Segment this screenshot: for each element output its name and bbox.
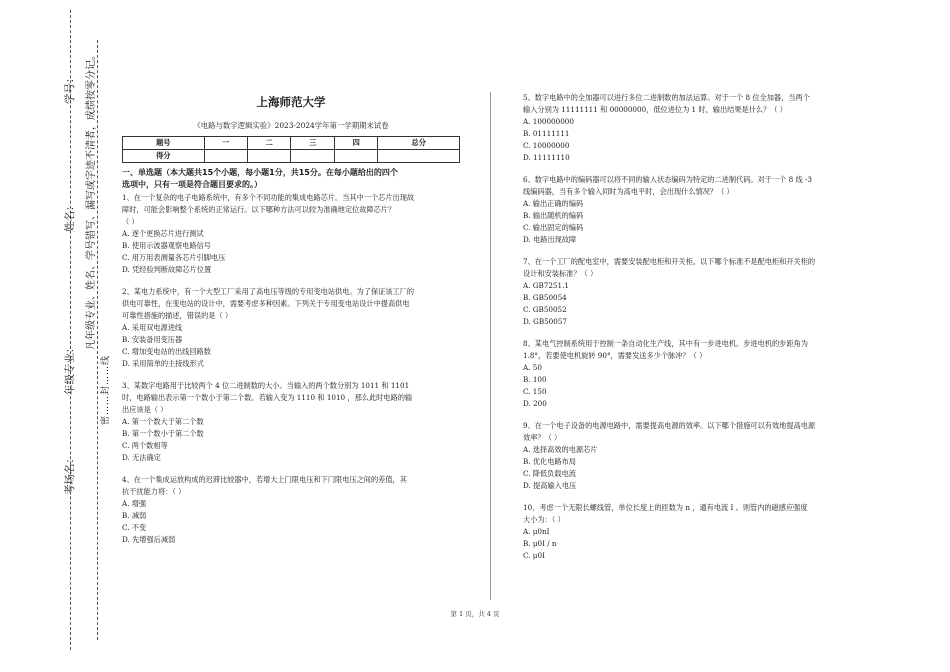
answer-option: B. 优化电路布局: [523, 457, 576, 466]
question-text: 效率？（ ）: [523, 433, 562, 442]
question: [122, 192, 460, 276]
score-cell: [204, 150, 247, 163]
question-text: 4、在一个集成运放构成的迟滞比较器中，若增大上门限电压和下门限电压之间的差值，其: [122, 475, 407, 484]
answer-option: B. μ0I / n: [523, 539, 557, 548]
instructions-text: 凡年级专业、姓名、学号错写、漏写或字迹不清者，成绩按零分记。: [86, 50, 97, 350]
question-text: 时，电路输出表示第一个数小于第二个数。若输入变为 1110 和 1010 ，那么此时电路的输: [122, 393, 413, 402]
question: [523, 502, 868, 562]
score-table-header-row: [123, 137, 460, 150]
section-heading-line: 选项中，只有一项是符合题目要求的。）: [122, 180, 262, 189]
school-title: 上海师范大学: [256, 95, 326, 109]
name-label: 姓名：: [64, 200, 76, 232]
question-text: 9、在一个电子设备的电源电路中，需要提高电源的效率。以下哪个措施可以有效地提高电源: [523, 421, 816, 430]
right-column: [523, 92, 868, 572]
question: [523, 256, 868, 328]
left-column: [122, 96, 460, 556]
answer-option: C. GB50052: [523, 305, 567, 314]
answer-option: A. 输出正确的编码: [523, 199, 584, 208]
answer-option: C. μ0I: [523, 551, 545, 560]
answer-option: C. 增加变电站的出线回路数: [122, 347, 211, 356]
score-cell: [378, 150, 460, 163]
question-text: 障时，可能会影响整个系统的正常运行。以下哪种方法可以较为准确地定位故障芯片？: [122, 205, 396, 214]
student-id-label: 学号：: [64, 72, 76, 104]
seal-text: 密……封……线: [101, 354, 111, 425]
answer-option: A. μ0nI: [523, 527, 550, 536]
question: [523, 174, 868, 246]
question-text: 抗干扰能力将：（ ）: [122, 487, 186, 496]
answer-option: D. 凭经验判断故障芯片位置: [122, 265, 212, 274]
score-cell: [248, 150, 291, 163]
answer-option: B. 减弱: [122, 511, 147, 520]
question-text: 1.8°，若要使电机旋转 90°，需要发送多少个脉冲？（ ）: [523, 351, 707, 360]
question: [523, 92, 868, 164]
answer-option: A. 采用双电源进线: [122, 323, 183, 332]
score-cell: 题号: [123, 137, 205, 150]
answer-option: D. GB50057: [523, 317, 567, 326]
section-heading: [122, 167, 460, 191]
question: [122, 380, 460, 464]
question-text: 设计和安装标准？（ ）: [523, 269, 598, 278]
question-text: 1、在一个复杂的电子电路系统中，有多个不同功能的集成电路芯片。当其中一个芯片出现故: [122, 193, 415, 202]
answer-option: A. 逐个更换芯片进行测试: [122, 229, 204, 238]
answer-option: D. 11111110: [523, 153, 570, 162]
answer-option: B. 安装备用变压器: [122, 335, 183, 344]
question: [523, 338, 868, 410]
question-text: 大小为：（ ）: [523, 515, 565, 524]
answer-option: A. 50: [523, 363, 542, 372]
seal-line-outer: [97, 40, 98, 640]
page-footer: 第 1 页，共 4 页: [450, 610, 500, 618]
question-text: 3、某数字电路用于比较两个 4 位二进制数的大小。当输入的两个数分别为 1011 和 1101: [122, 381, 410, 390]
answer-option: C. 10000000: [523, 141, 570, 150]
answer-option: B. 使用示波器观察电路信号: [122, 241, 211, 250]
question-text: 线编码器，当有多个输入同时为高电平时，会出现什么情况？（ ）: [523, 187, 734, 196]
score-table: [122, 136, 460, 163]
answer-option: C. 降低负载电流: [523, 469, 576, 478]
answer-option: A. 选择高效的电源芯片: [523, 445, 598, 454]
score-cell: 总分: [378, 137, 460, 150]
column-divider: [490, 92, 491, 600]
score-table-score-row: [123, 150, 460, 163]
answer-option: D. 电路出现故障: [523, 235, 577, 244]
answer-option: D. 采用简单的主接线形式: [122, 359, 204, 368]
question-text: 2、某电力系统中，有一个大型工厂采用了高电压等级的专用变电站供电。为了保证该工厂的: [122, 287, 415, 296]
section-heading-line: 一、单选题（本大题共15个小题，每小题1分，共15分。在每小题给出的四个: [122, 168, 398, 177]
question-text: 5、数字电路中的全加器可以进行多位二进制数的加法运算。对于一个 8 位全加器，当两个: [523, 93, 810, 102]
answer-option: A. 100000000: [523, 117, 574, 126]
answer-option: C. 用万用表测量各芯片引脚电压: [122, 253, 226, 262]
question-text: 输入分别为 11111111 和 00000000，低位进位为 1 时，输出结果是什么？（ ）: [523, 105, 787, 114]
class-label: 年级专业：: [64, 342, 76, 395]
score-cell: 三: [291, 137, 334, 150]
question-text: 供电可靠性，在变电站的设计中，需要考虑多种因素。下列关于专用变电站设计中提高供电: [122, 299, 410, 308]
score-cell: [291, 150, 334, 163]
answer-option: B. 输出随机的编码: [523, 211, 584, 220]
answer-option: D. 无法确定: [122, 453, 161, 462]
question: [523, 420, 868, 492]
score-cell: [334, 150, 377, 163]
answer-option: B. GB50054: [523, 293, 567, 302]
question-text: （ ）: [122, 217, 139, 226]
question-text: 7、在一个工厂的配电室中，需要安装配电柜和开关柜。以下哪个标准不是配电柜和开关柜的: [523, 257, 816, 266]
binding-margin: [0, 0, 110, 672]
answer-option: A. 增强: [122, 499, 147, 508]
answer-option: C. 150: [523, 387, 547, 396]
answer-option: C. 两个数相等: [122, 441, 168, 450]
score-cell: 得分: [123, 150, 205, 163]
score-cell: 二: [248, 137, 291, 150]
question: [122, 474, 460, 546]
answer-option: C. 不变: [122, 523, 147, 532]
question: [122, 286, 460, 370]
answer-option: A. 第一个数大于第二个数: [122, 417, 204, 426]
score-cell: 一: [204, 137, 247, 150]
left-question-list: [122, 192, 460, 546]
answer-option: B. 第一个数小于第二个数: [122, 429, 204, 438]
question-text: 出应该是（ ）: [122, 405, 168, 414]
answer-option: B. 100: [523, 375, 547, 384]
right-question-list: [523, 92, 868, 562]
question-text: 6、数字电路中的编码器可以将不同的输入状态编码为特定的二进制代码。对于一个 8 线 -3: [523, 175, 812, 184]
answer-option: D. 200: [523, 399, 547, 408]
question-text: 10、考虑一个无限长螺线管，单位长度上的匝数为 n ，通有电流 I 。则管内的磁感应强度: [523, 503, 808, 512]
answer-option: D. 先增强后减弱: [122, 535, 176, 544]
exam-subtitle: 《电路与数字逻辑实验》2023-2024学年第一学期期末试卷: [193, 121, 389, 130]
site-label: 考场名：: [64, 453, 76, 495]
answer-option: B. 01111111: [523, 129, 570, 138]
score-cell: 四: [334, 137, 377, 150]
answer-option: D. 提高输入电压: [523, 481, 577, 490]
question-text: 8、某电气控制系统用于控制一条自动化生产线，其中有一步进电机。步进电机的步距角为: [523, 339, 808, 348]
answer-option: A. GB7251.1: [523, 281, 569, 290]
answer-option: C. 输出固定的编码: [523, 223, 584, 232]
seal-line-inner: [70, 10, 71, 650]
question-text: 可靠性措施的描述，错误的是（ ）: [122, 311, 233, 320]
